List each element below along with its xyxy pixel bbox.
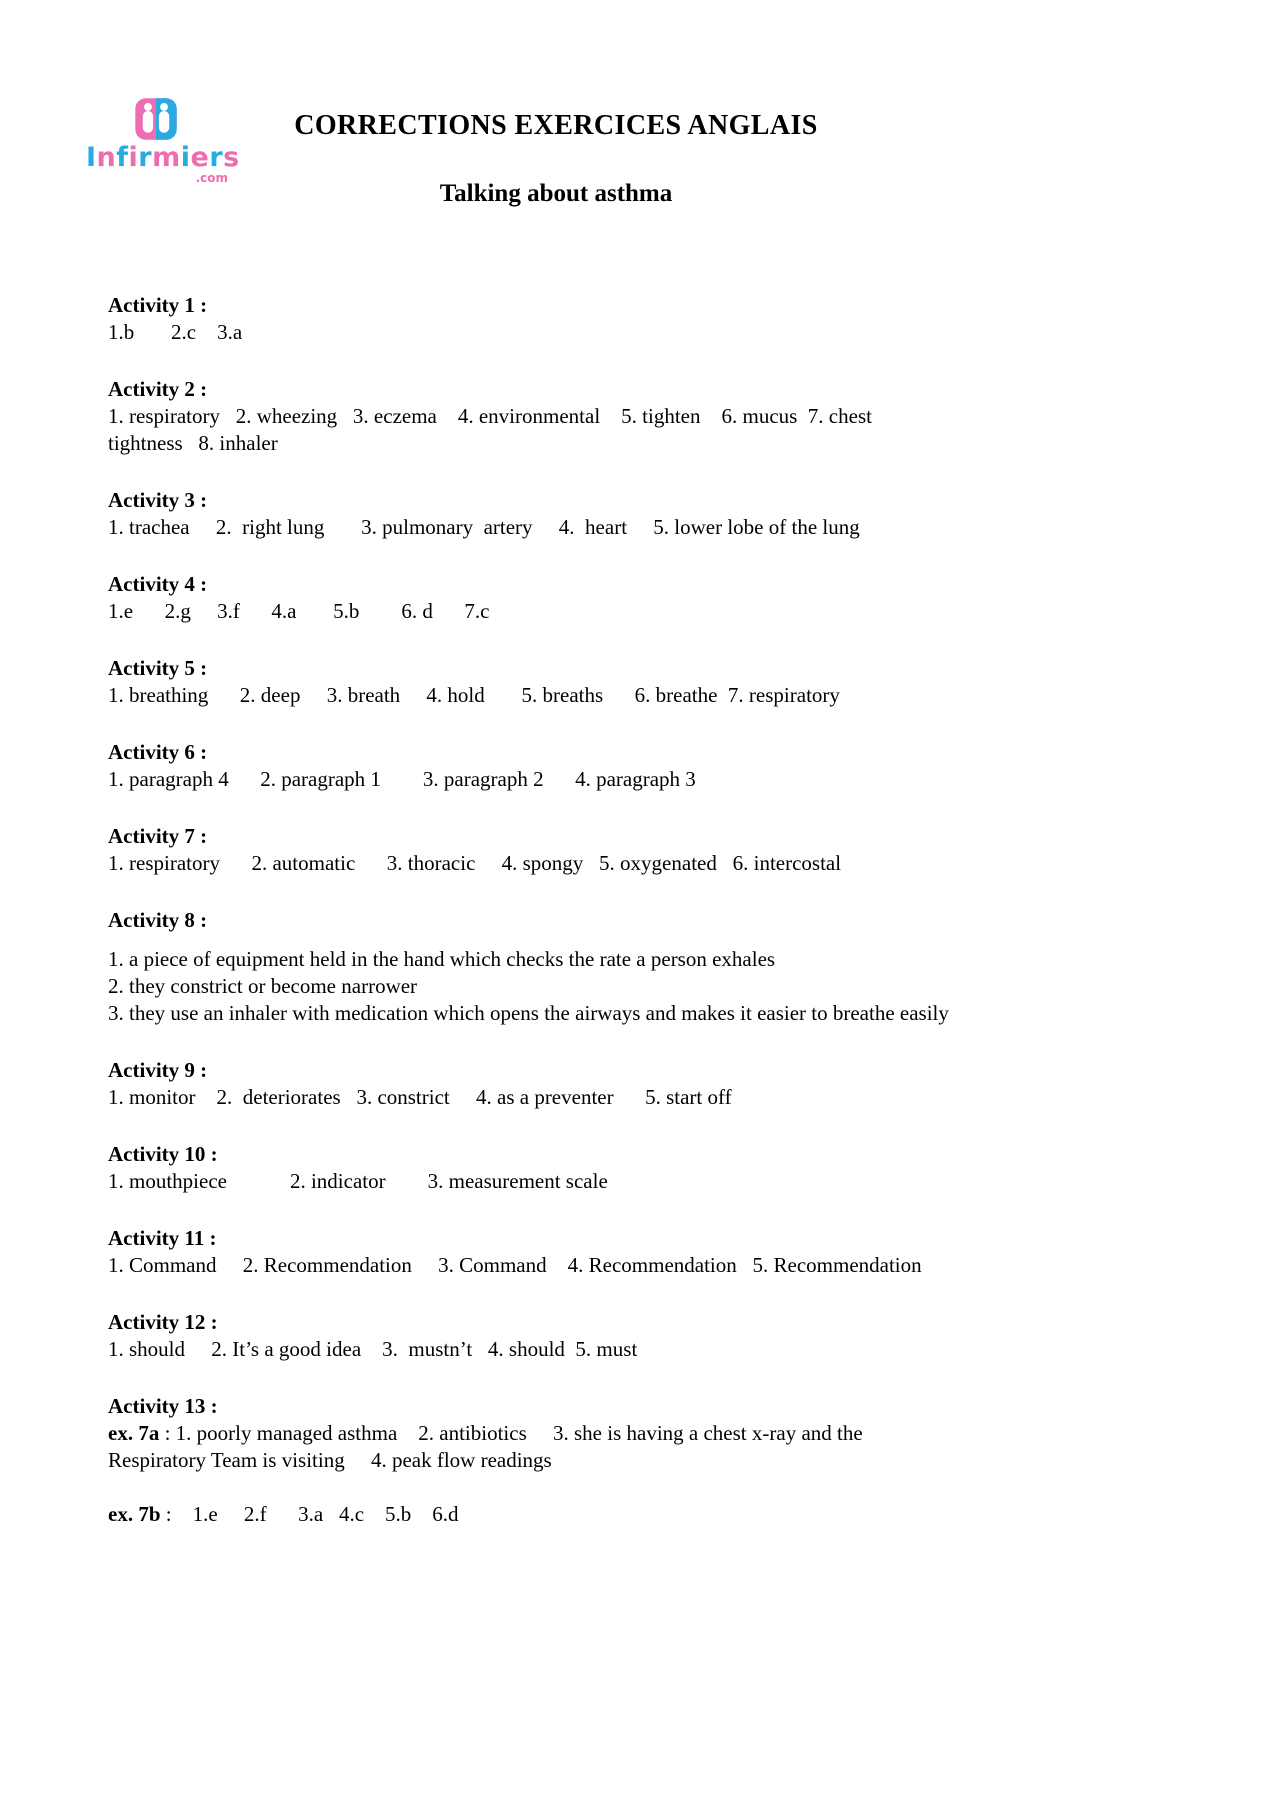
activity-block — [108, 823, 1038, 877]
answer-line: 1.e 2.g 3.f 4.a 5.b 6. d 7.c — [108, 599, 490, 623]
activity-heading: Activity 9 : — [108, 1058, 208, 1082]
activity-heading: Activity 7 : — [108, 824, 208, 848]
activity-block — [108, 292, 1038, 346]
answer-line: 2. they constrict or become narrower — [108, 974, 418, 998]
document-title: CORRECTIONS EXERCICES ANGLAIS — [294, 110, 818, 141]
answer-line: Respiratory Team is visiting 4. peak flow readings — [108, 1448, 552, 1472]
answer-line: 3. they use an inhaler with medication which opens the airways and makes it easier to breathe easily — [108, 1001, 949, 1025]
activity-heading: Activity 11 : — [108, 1226, 217, 1250]
answer-line: 1. paragraph 4 2. paragraph 1 3. paragraph 2 4. paragraph 3 — [108, 767, 696, 791]
answer-bold-label: ex. 7a — [108, 1421, 160, 1445]
answer-line: 1. monitor 2. deteriorates 3. constrict 4. as a preventer 5. start off — [108, 1085, 732, 1109]
activity-block — [108, 1309, 1038, 1363]
activity-block — [108, 1393, 1038, 1528]
activity-heading: Activity 12 : — [108, 1310, 218, 1334]
answer-line — [108, 1474, 1038, 1501]
infirmiers-logo — [86, 96, 240, 185]
activity-heading: Activity 6 : — [108, 740, 208, 764]
answer-line: 1. breathing 2. deep 3. breath 4. hold 5. breaths 6. breathe 7. respiratory — [108, 683, 840, 707]
activity-heading: Activity 1 : — [108, 293, 208, 317]
answer-line: 1. Command 2. Recommendation 3. Command 4. Recommendation 5. Recommendation — [108, 1253, 922, 1277]
answer-text: : 1.e 2.f 3.a 4.c 5.b 6.d — [160, 1502, 459, 1526]
activity-heading: Activity 2 : — [108, 377, 208, 401]
activity-block — [108, 1225, 1038, 1279]
answer-text: : 1. poorly managed asthma 2. antibiotics 3. she is having a chest x-ray and the — [159, 1421, 863, 1445]
activity-block — [108, 1141, 1038, 1195]
logo-tld: .com — [195, 171, 228, 185]
activity-heading: Activity 4 : — [108, 572, 208, 596]
answer-line — [108, 1420, 1038, 1447]
activities — [108, 292, 1038, 1528]
document-subtitle: Talking about asthma — [439, 180, 673, 207]
answer-bold-label: ex. 7b — [108, 1502, 161, 1526]
activity-block — [108, 487, 1038, 541]
activity-heading: Activity 13 : — [108, 1394, 218, 1418]
answer-line: tightness 8. inhaler — [108, 431, 278, 455]
logo-wordmark — [86, 142, 240, 185]
answer-line: 1. mouthpiece 2. indicator 3. measurement scale — [108, 1169, 608, 1193]
answer-line: 1. a piece of equipment held in the hand which checks the rate a person exhales — [108, 947, 776, 971]
activity-block — [108, 1057, 1038, 1111]
answer-line: 1.b 2.c 3.a — [108, 320, 243, 344]
activity-heading: Activity 10 : — [108, 1142, 218, 1166]
logo-text: Infirmiers — [86, 142, 240, 173]
activity-block — [108, 655, 1038, 709]
activity-heading: Activity 8 : — [108, 908, 208, 932]
activity-block — [108, 571, 1038, 625]
activity-block — [108, 376, 1038, 457]
answer-line: 1. trachea 2. right lung 3. pulmonary artery 4. heart 5. lower lobe of the lung — [108, 515, 860, 539]
activity-heading: Activity 3 : — [108, 488, 208, 512]
answer-line — [108, 1501, 1038, 1528]
answer-line: 1. respiratory 2. automatic 3. thoracic 4. spongy 5. oxygenated 6. intercostal — [108, 851, 842, 875]
activity-heading: Activity 5 : — [108, 656, 208, 680]
activity-block — [108, 907, 1038, 1027]
answer-line: 1. respiratory 2. wheezing 3. eczema 4. environmental 5. tighten 6. mucus 7. chest — [108, 404, 872, 428]
answer-line: 1. should 2. It’s a good idea 3. mustn’t 4. should 5. must — [108, 1337, 638, 1361]
logo-cube-icon — [133, 96, 179, 142]
activity-block — [108, 739, 1038, 793]
